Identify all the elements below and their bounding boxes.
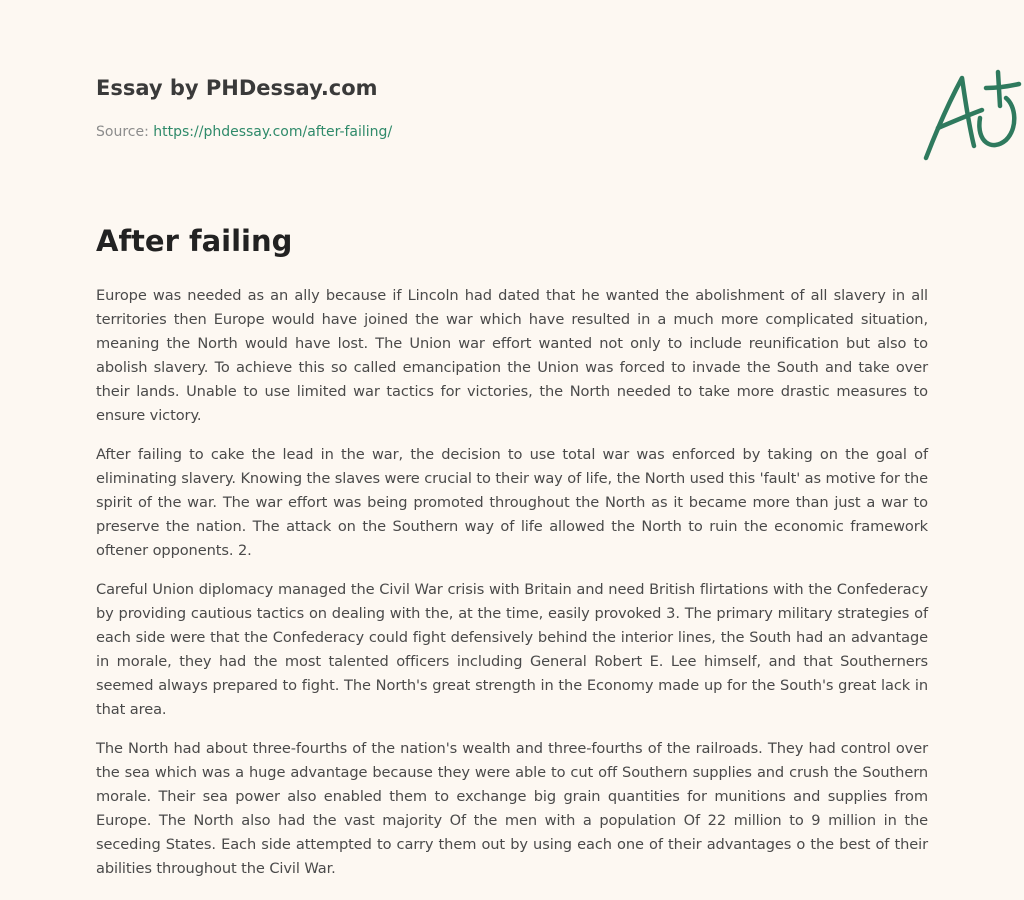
paragraph: The North had about three-fourths of the nation's wealth and three-fourths of the railroads. They had control over the sea which was a huge advantage because they were able to cut off Southern supplies and crush the Southern morale. Their sea power also enabled them to exchange big grain quantities for munitions and supplies from Europe. The North also had the vast majority Of the men with a population Of 22 million to 9 million in the seceding States. Each side attempted to carry them out by using each one of their advantages o the best of their abilities throughout the Civil War.: [96, 740, 928, 877]
paragraph: Europe was needed as an ally because if Lincoln had dated that he wanted the abolishment of all slavery in all territories then Europe would have joined the war which have resulted in a much more complicated situation, meaning the North would have lost. The Union war effort wanted not only to include reunification but also to abolish slavery. To achieve this so called emancipation the Union was forced to invade the South and take over their lands. Unable to use limited war tactics for victories, the North needed to take more drastic measures to ensure victory.: [96, 287, 928, 424]
paragraph: After failing to cake the lead in the war, the decision to use total war was enforced by taking on the goal of eliminating slavery. Knowing the slaves were crucial to their way of life, the North used this 'fault' as motive for the spirit of the war. The war effort was being promoted throughout the North as it became more than just a war to preserve the nation. The attack on the Southern way of life allowed the North to ruin the economic framework oftener opponents. 2.: [96, 446, 928, 559]
source-line: [96, 124, 392, 140]
source-label: Source:: [96, 124, 154, 140]
a-plus-grade-icon: [918, 66, 1022, 166]
essay-body: [96, 284, 928, 896]
paragraph: Careful Union diplomacy managed the Civil War crisis with Britain and need British flirtations with the Confederacy by providing cautious tactics on dealing with the, at the time, easily provoked 3. The primary military strategies of each side were that the Confederacy could fight defensively behind the interior lines, the South had an advantage in morale, they had the most talented officers including General Robert E. Lee himself, and that Southerners seemed always prepared to fight. The North's great strength in the Economy made up for the South's great lack in that area.: [96, 581, 928, 718]
essay-title: After failing: [96, 224, 293, 258]
source-link[interactable]: https://phdessay.com/after-failing/: [153, 124, 393, 140]
site-brand: Essay by PHDessay.com: [96, 76, 378, 100]
